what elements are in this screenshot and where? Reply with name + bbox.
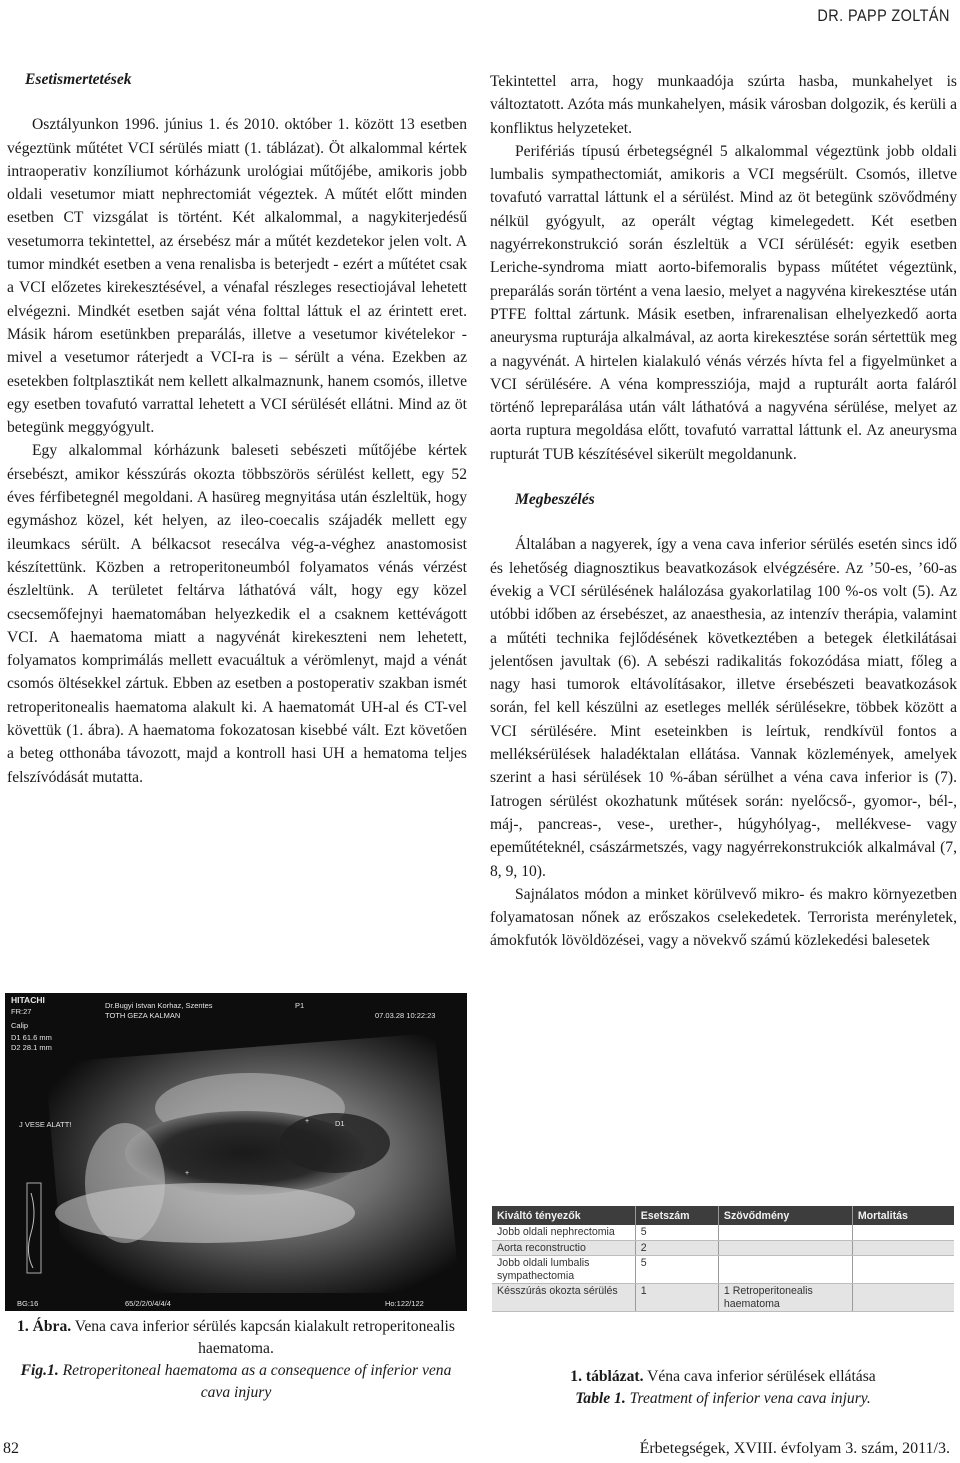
section-heading-case-reports: Esetismertetések	[25, 71, 132, 88]
table-cell: 1	[635, 1284, 718, 1312]
ultrasound-image	[5, 993, 467, 1311]
table-vci-injuries	[492, 1206, 954, 1312]
table-caption-text-en: Treatment of inferior vena cava injury.	[625, 1390, 871, 1407]
table-header-row	[492, 1206, 954, 1225]
figure-caption-text-hu: Vena cava inferior sérülés kapcsán kialakult retroperitonealis haematoma.	[71, 1318, 455, 1357]
table-caption-text-hu: Véna cava inferior sérülések ellátása	[643, 1368, 876, 1385]
figure-caption	[5, 1316, 467, 1404]
table-header-cell: Esetszám	[635, 1206, 718, 1225]
table-caption	[492, 1366, 954, 1410]
svg-text:+: +	[185, 1170, 190, 1177]
right-column	[490, 70, 957, 953]
ultrasound-patient: TOTH GEZA KALMAN	[105, 1011, 181, 1020]
page-number: 82	[3, 1440, 19, 1457]
table-row	[492, 1225, 954, 1240]
table-header-cell: Szövődmény	[718, 1206, 852, 1225]
table-caption-label-en: Table 1.	[575, 1390, 626, 1407]
table-cell: Jobb oldali nephrectomia	[492, 1225, 635, 1240]
table-header-cell: Mortalitás	[852, 1206, 954, 1225]
table-row	[492, 1256, 954, 1284]
ultrasound-timestamp: 07.03.28 10:22:23	[375, 1011, 436, 1020]
ultrasound-measure-d2: D2 28.1 mm	[11, 1043, 52, 1052]
table-cell: 5	[635, 1256, 718, 1284]
paragraph: Perifériás típusú érbetegségnél 5 alkalommal végeztünk jobb oldali lumbalis sympathectomiát, amikoris a VCI megsérült. Csomós, illetve tovafutó varrattal láttunk el a sérülést. Mind az öt betegünk szövődmény nélkül gyógyult, az operált végtag kimelegedett. Két esetben nagyérrekonstrukció során észleltük a VCI sérülését: egyik esetben Leriche-syndroma miatt aorto-bifemoralis bypass műtétet végeztünk, preparálás során történt a vena laesio, melyet a nagyvéna kirekesztése után PTFE folttal zártunk. Másik esetben, infrarenalisan elhelyezkedő aorta aneurysma rupturája alkalmával, az aorta kirekesztése során sértettük meg a nagyvénát. A hirtelen kialakuló vénás vérzés hívta fel a figyelmünket a VCI sérülésére. A véna kompressziója, majd a rupturált aorta faláról történő lepreparálása után vált láthatóvá a nagyvéna sérülése, melyet az aorta ruptura megoldása előtt, tovafutó varrattal láttunk el. Az aneurysma rupturát TUB készítésével sikerült megoldanunk.	[490, 142, 957, 463]
figure-caption-label-en: Fig.1.	[20, 1362, 59, 1379]
paragraph: Osztályunkon 1996. június 1. és 2010. október 1. között 13 esetben végeztünk műtétet VCI sérülés miatt (1. táblázat). Öt alkalommal kértek intraoperativ konzíliumot kórházunk urológiai műtőjébe, amikoris jobb oldali vesetumor miatt nephrectomiát végeztek. A műtét előtt minden esetben CT vizsgálat is történt. Két alkalommal, a nagykiterjedésű vesetumorra tekintettel, az érsebész már a műtét kezdetekor jelen volt. A tumor mindkét esetben a vena renalisba is beterjedt - ezért a műtétet csak a VCI előzetes kirekesztésével, a vénafal részleges resectiojával lehetett elvégezni. Mindkét esetben saját véna folttal láttuk el az érintett eret. Másik három esetünkben preparálás, illetve a vesetumor kivételekor - mivel a vesetumor ráterjedt a VCI-ra is – sérült a véna. Ezekben az esetekben foltplasztikát nem kellett alkalmaznunk, hanem csomós, illetve egy esetben tovafutó varrattal lehetett a VCI sérülését ellátni. Mind az öt betegünk meggyógyult.	[7, 116, 467, 437]
table-container	[492, 1206, 954, 1343]
table-cell	[718, 1256, 852, 1284]
table-caption-label-hu: 1. táblázat.	[570, 1368, 644, 1385]
ultrasound-marker: D1	[335, 1119, 345, 1128]
ultrasound-bottom-right: Ho:122/122	[385, 1299, 424, 1308]
ultrasound-probe: P1	[295, 1001, 305, 1010]
paragraph: Tekintettel arra, hogy munkaadója szúrta hasba, munkahelyet is változtatott. Azóta más munkahelyen, másik városban dolgozik, és kerüli a konfliktus helyzeteket.	[490, 73, 957, 137]
left-column	[7, 68, 467, 789]
table-cell	[718, 1240, 852, 1256]
table-cell: Jobb oldali lumbalis sympathectomia	[492, 1256, 635, 1284]
table-cell: Késszúrás okozta sérülés	[492, 1284, 635, 1312]
paragraph: Sajnálatos módon a minket körülvevő mikro- és makro környezetben folyamatosan nőnek az erőszakos cselekedetek. Terrorista merényletek, ámokfutók lövöldözései, vagy a növekvő számú közlekedési balesetek	[490, 885, 957, 950]
table-cell	[852, 1256, 954, 1284]
ultrasound-bottom-left: BG:16	[17, 1299, 39, 1308]
figure-caption-text-en: Retroperitoneal haematoma as a consequence of inferior vena cava injury	[58, 1362, 452, 1401]
ultrasound-measure-d1: D1 61.6 mm	[11, 1033, 52, 1042]
svg-text:+: +	[305, 1118, 310, 1125]
table-cell	[718, 1225, 852, 1240]
ultrasound-hospital: Dr.Bugyi Istvan Korhaz, Szentes	[105, 1001, 213, 1010]
section-heading-discussion: Megbeszélés	[515, 491, 595, 509]
figure-caption-label-hu: 1. Ábra.	[17, 1318, 72, 1335]
journal-citation: Érbetegségek, XVIII. évfolyam 3. szám, 2011/3.	[639, 1440, 950, 1457]
ultrasound-label: J VESE ALATT!	[19, 1120, 72, 1129]
ultrasound-scan-graphic	[5, 993, 467, 1311]
table-cell: 2	[635, 1240, 718, 1256]
ultrasound-bottom-mid: 65/2/2/0/4/4/4	[125, 1299, 171, 1308]
running-header-author: DR. PAPP ZOLTÁN	[817, 6, 950, 25]
ultrasound-brand: HITACHI	[11, 995, 45, 1005]
table-cell	[852, 1240, 954, 1256]
table-cell: 1 Retroperitonealis haematoma	[718, 1284, 852, 1312]
table-header-cell: Kiváltó tényezők	[492, 1206, 635, 1225]
table-row	[492, 1240, 954, 1256]
paragraph: Egy alkalommal kórházunk baleseti sebészeti műtőjébe kértek érsebészt, amikor késszúrás okozta többszörös sérülést kellett, egy 52 éves férfibetegnél megoldani. A hasüreg megnyitása után észleltük, hogy egymáshoz közel, két helyen, az ileo-coecalis szájadék mellett egy ileumkacs sérült. A bélkacsot resecálva vég-a-véghez anastomosist készítettünk. Közben a retroperitoneumból folyamatos vénás vérzést észleltünk. A területet feltárva láthatóvá vált, hogy egy közel csecsemőfejnyi haematomában helyezkedik el a csaknem kettévágott VCI. A haematoma miatt a nagyvénát kirekeszteni nem lehetett, folyamatos komprimálás mellett evacuáltuk a vérömlenyt, majd a vénát csomós öltésekkel zártuk. Ebben az esetben a postoperativ szakban ismét retroperitonealis haematoma alakult ki. A haematomát UH-al és CT-vel követtük (1. ábra). A haematoma fokozatosan kisebbé vált. Ezt követően a beteg otthonába távozott, majd a kontroll hasi UH a hematoma teljes felszívódását mutatta.	[7, 442, 467, 786]
ultrasound-frame-rate: FR:27	[11, 1007, 32, 1016]
table-cell	[852, 1284, 954, 1312]
ultrasound-calip: Calip	[11, 1021, 29, 1030]
table-cell: 5	[635, 1225, 718, 1240]
paragraph: Általában a nagyerek, így a vena cava inferior sérülés esetén sincs idő és lehetőség diagnosztikus beavatkozások elvégzésére. Az ’50-es, ’60-as évekig a VCI sérülésének halálozása gyakorlatilag 100 %-os volt (5). Az utóbbi időben az érsebészet, az anaesthesia, az intenzív therápia, valamint a műtéti technika fejlődésének következtében a betegek életkilátásai jelentősen javultak (6). A sebészi radikalitás fokozódása miatt, főleg a nagy hasi tumorok eltávolításakor, illetve érsebészeti beavatkozások során, fel kell készülni az esetleges mellék sérülésekre, többek között a VCI sérülésére. Mint eseteinkben is leírtuk, rendkívül fontos a melléksérülések haladéktalan ellátása. Vannak közlemények, amelyek szerint a hasi sérülések 10 %-ában sérülhet a véna cava inferior is (7). Iatrogen sérülést okozhatunk műtések során: nyelőcső-, gyomor-, bél-, máj-, pancreas-, vese-, urether-, húgyhólyag-, mellékvese- vagy epeműtéteknél, császármetszés, vagy nagyérrekonstrukciók alkalmával (7, 8, 9, 10).	[490, 536, 957, 880]
table-cell	[852, 1225, 954, 1240]
table-row	[492, 1284, 954, 1312]
table-cell: Aorta reconstructio	[492, 1240, 635, 1256]
